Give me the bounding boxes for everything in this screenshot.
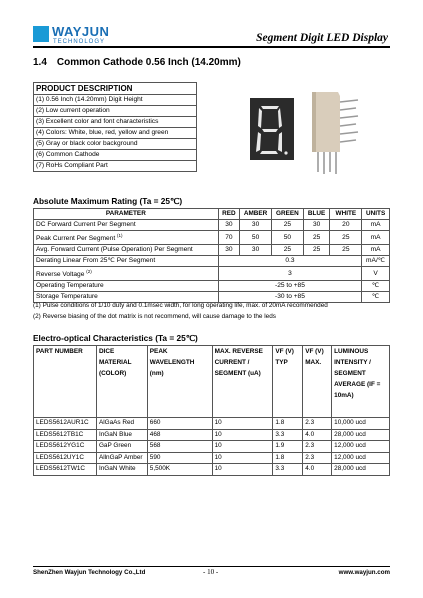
table-row <box>34 441 390 453</box>
table-cell: 3 <box>218 267 362 281</box>
table-cell: 660 <box>147 418 212 430</box>
table-cell: 10 <box>212 452 273 464</box>
unit-cell: mA <box>362 245 390 256</box>
table-cell: AllnGaP Amber <box>96 452 147 464</box>
table-cell: GaP Green <box>96 441 147 453</box>
column-header: RED <box>218 209 240 220</box>
column-header: GREEN <box>271 209 303 220</box>
table-cell: 1.9 <box>273 441 303 453</box>
column-header: DICE MATERIAL (COLOR) <box>96 346 147 418</box>
table-cell: 4.0 <box>303 464 332 476</box>
header-divider <box>33 46 390 48</box>
footnote: (2) Reverse biasing of the dot matrix is not recommend, will cause damage to the leds <box>33 313 276 320</box>
product-description-heading: PRODUCT DESCRIPTION <box>34 83 197 95</box>
table-cell: 30 <box>218 245 240 256</box>
table-cell: 2.3 <box>303 452 332 464</box>
table-row <box>34 256 390 267</box>
table-cell: 4.0 <box>303 429 332 441</box>
description-item: (4) Colors: White, blue, red, yellow and green <box>34 128 197 139</box>
table-row <box>34 464 390 476</box>
table-cell: 12,000 ucd <box>332 441 390 453</box>
column-header: LUMINOUS INTENSITY / SEGMENT AVERAGE (IF = 10mA) <box>332 346 390 418</box>
table-cell: 28,000 ucd <box>332 464 390 476</box>
description-item: (5) Gray or black color background <box>34 139 197 150</box>
table-cell: InGaN Blue <box>96 429 147 441</box>
column-header: PARAMETER <box>34 209 219 220</box>
unit-cell: mA/℃ <box>362 256 390 267</box>
table-cell: 30 <box>240 220 272 231</box>
footer-company: ShenZhen Wayjun Technology Co.,Ltd <box>33 569 146 576</box>
table-cell: 25 <box>271 220 303 231</box>
param-label: DC Forward Current Per Segment <box>36 221 136 228</box>
table-cell: 1.8 <box>273 452 303 464</box>
logo-subtitle: TECHNOLOGY <box>53 39 106 45</box>
table-row <box>34 418 390 430</box>
description-item: (2) Low current operation <box>34 106 197 117</box>
table-cell: -25 to +85 <box>218 281 362 292</box>
logo-wordmark: WAYJUN <box>52 24 110 39</box>
table-cell: LEDS5612TW1C <box>34 464 97 476</box>
column-header: VF (V) TYP <box>273 346 303 418</box>
param-label: Storage Temperature <box>36 293 98 301</box>
column-header: BLUE <box>303 209 330 220</box>
table-cell: 10 <box>212 429 273 441</box>
column-header: VF (V) MAX. <box>303 346 332 418</box>
table-row <box>34 281 390 292</box>
footnote: (1) Pulse conditions of 1/10 duty and 0.1msec width, for long operating life, max. of 20mA recommended <box>33 302 328 309</box>
description-item: (6) Common Cathode <box>34 150 197 161</box>
table-cell: AlGaAs Red <box>96 418 147 430</box>
table-cell: 30 <box>218 220 240 231</box>
table-row <box>34 267 390 281</box>
table-cell: 3.3 <box>273 464 303 476</box>
table-row <box>34 429 390 441</box>
document-title: Segment Digit LED Display <box>256 32 388 44</box>
table-cell: 590 <box>147 452 212 464</box>
footer-divider <box>33 566 390 567</box>
table-cell: 10 <box>212 418 273 430</box>
table-cell: 50 <box>240 231 272 245</box>
table-cell: 25 <box>271 245 303 256</box>
table-cell: 1.8 <box>273 418 303 430</box>
table-cell: 25 <box>330 231 362 245</box>
table-cell: 2.3 <box>303 441 332 453</box>
table-cell: LEDS5612YG1C <box>34 441 97 453</box>
column-header: UNITS <box>362 209 390 220</box>
table-cell: 25 <box>330 245 362 256</box>
page-number: - 10 - <box>203 568 219 576</box>
column-header: PEAK WAVELENGTH (nm) <box>147 346 212 418</box>
column-header: MAX. REVERSE CURRENT / SEGMENT (uA) <box>212 346 273 418</box>
table-cell: 12,000 ucd <box>332 452 390 464</box>
table-cell: 25 <box>303 231 330 245</box>
table-cell: 2.3 <box>303 418 332 430</box>
section-heading <box>33 57 251 68</box>
footer-website: www.wayjun.com <box>338 569 390 576</box>
table-cell: 20 <box>330 220 362 231</box>
table-row <box>34 245 390 256</box>
logo-mark <box>33 26 49 42</box>
table-cell: InGaN White <box>96 464 147 476</box>
description-item: (3) Excellent color and font characteristics <box>34 117 197 128</box>
table-row <box>34 231 390 245</box>
abs-max-table <box>33 208 390 303</box>
table-cell: 30 <box>240 245 272 256</box>
param-label: Derating Linear From 25℃ Per Segment <box>36 257 156 265</box>
table-cell: 30 <box>303 220 330 231</box>
footnote-ref: (2) <box>86 269 92 275</box>
table-cell: 0.3 <box>218 256 362 267</box>
param-label: Peak Current Per Segment <box>36 235 116 243</box>
section-number: 1.4 <box>33 57 47 68</box>
electro-heading: Electro-optical Characteristics (Ta = 25℃) <box>33 333 198 343</box>
table-cell: 10 <box>212 464 273 476</box>
table-cell: 568 <box>147 441 212 453</box>
column-header: WHITE <box>330 209 362 220</box>
table-cell: 10 <box>212 441 273 453</box>
table-cell: 25 <box>303 245 330 256</box>
table-cell: 50 <box>271 231 303 245</box>
product-photo <box>240 92 360 192</box>
unit-cell: mA <box>362 220 390 231</box>
electro-table <box>33 345 390 476</box>
table-cell: LEDS5612AUR1C <box>34 418 97 430</box>
section-title: Common Cathode 0.56 Inch (14.20mm) <box>56 57 241 68</box>
table-cell: 28,000 ucd <box>332 429 390 441</box>
unit-cell: ℃ <box>362 292 390 303</box>
table-cell: 5,500K <box>147 464 212 476</box>
table-cell: 10,000 ucd <box>332 418 390 430</box>
table-row <box>34 220 390 231</box>
abs-max-heading: Absolute Maximum Rating (Ta = 25℃) <box>33 196 183 206</box>
description-item: (7) RoHs Compliant Part <box>34 161 197 172</box>
unit-cell: ℃ <box>362 281 390 292</box>
unit-cell: mA <box>362 231 390 245</box>
param-label: Avg. Forward Current (Pulse Operation) Per Segment <box>36 246 193 254</box>
table-cell: 70 <box>218 231 240 245</box>
table-cell: 468 <box>147 429 212 441</box>
product-description-table <box>33 82 197 172</box>
table-cell: 3.3 <box>273 429 303 441</box>
description-item: (1) 0.56 Inch (14.20mm) Digit Height <box>34 95 197 106</box>
unit-cell: V <box>362 267 390 281</box>
param-label: Operating Temperature <box>36 282 104 290</box>
table-cell: LEDS5612TB1C <box>34 429 97 441</box>
footnote-ref: (1) <box>117 233 123 238</box>
column-header: AMBER <box>240 209 272 220</box>
table-cell: LEDS5612UY1C <box>34 452 97 464</box>
column-header: PART NUMBER <box>34 346 97 418</box>
table-cell: -30 to +85 <box>218 292 362 303</box>
param-label: Reverse Voltage <box>36 271 85 279</box>
table-row <box>34 452 390 464</box>
